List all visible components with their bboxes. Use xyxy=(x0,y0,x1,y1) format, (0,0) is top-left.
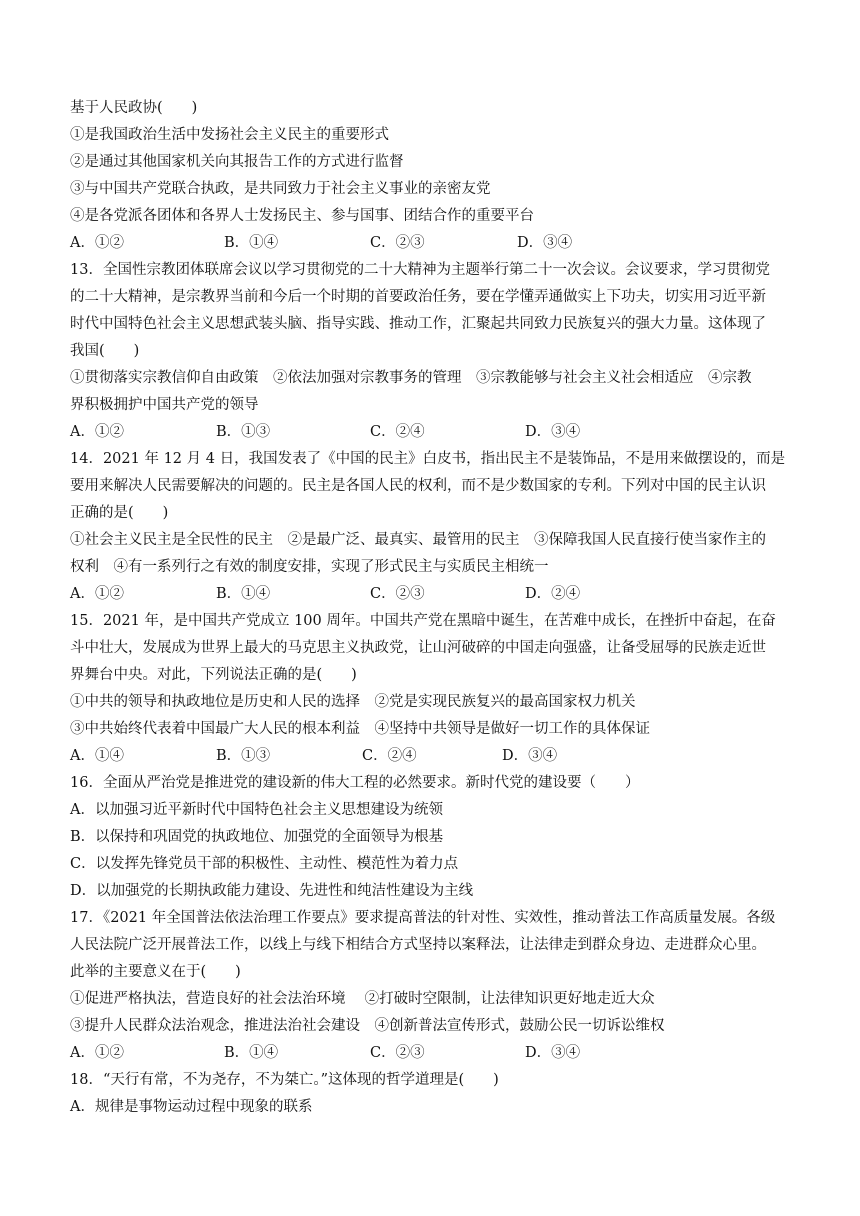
q14-stem-1: 14．2021 年 12 月 4 日，我国发表了《中国的民主》白皮书，指出民主不是装饰品，不是用来做摆设的，而是 xyxy=(70,451,786,467)
q12-choice-4: ④是各党派各团体和各界人士发扬民主、参与国事、团结合作的重要平台 xyxy=(70,208,534,224)
q17-stem-1: 17．《2021 年全国普法依法治理工作要点》要求提高普法的针对性、实效性，推动普法工作高质量发展。各级 xyxy=(70,910,776,926)
q14-option-b: B．①④ xyxy=(216,586,271,602)
q13-stem-3: 时代中国特色社会主义思想武装头脑、指导实践、推动工作，汇聚起共同致力民族复兴的强大力量。这体现了 xyxy=(70,316,766,332)
q16-option-b: B．以保持和巩固党的执政地位、加强党的全面领导为根基 xyxy=(70,829,444,845)
q12-option-b: B．①④ xyxy=(224,235,279,251)
q16-stem: 16．全面从严治党是推进党的建设新的伟大工程的必然要求。新时代党的建设要（ ） xyxy=(70,775,640,791)
q15-option-b: B．①③ xyxy=(216,748,271,764)
q13-stem-2: 的二十大精神，是宗教界当前和今后一个时期的首要政治任务，要在学懂弄通做实上下功夫，切实用习近平新 xyxy=(70,289,766,305)
q17-option-b: B．①④ xyxy=(224,1045,279,1061)
q13-option-b: B．①③ xyxy=(216,424,271,440)
q14-option-c: C．②③ xyxy=(370,586,425,602)
q18-option-a: A．规律是事物运动过程中现象的联系 xyxy=(70,1099,313,1115)
q15-option-c: C．②④ xyxy=(362,748,417,764)
q13-stem-4: 我国( ) xyxy=(70,343,140,359)
q17-stem-3: 此举的主要意义在于( ) xyxy=(70,964,241,980)
q14-choices-2: 权利 ④有一系列行之有效的制度安排，实现了形式民主与实质民主相统一 xyxy=(70,559,549,575)
q15-stem-2: 斗中壮大，发展成为世界上最大的马克思主义执政党，让山河破碎的中国走向强盛，让备受屈辱的民族走近世 xyxy=(70,640,766,656)
q16-option-a: A．以加强习近平新时代中国特色社会主义思想建设为统领 xyxy=(70,802,443,818)
q17-option-c: C．②③ xyxy=(370,1045,425,1061)
q17-stem-2: 人民法院广泛开展普法工作，以线上与线下相结合方式坚持以案释法，让法律走到群众身边、走进群众心里。 xyxy=(70,937,766,953)
q16-option-c: C．以发挥先锋党员干部的积极性、主动性、模范性为着力点 xyxy=(70,856,459,872)
q14-stem-2: 要用来解决人民需要解决的问题的。民主是各国人民的权利，而不是少数国家的专利。下列对中国的民主认识 xyxy=(70,478,766,494)
q15-option-a: A．①④ xyxy=(70,748,124,764)
q17-option-a: A．①② xyxy=(70,1045,124,1061)
q15-option-d: D．③④ xyxy=(502,748,558,764)
q16-option-d: D．以加强党的长期执政能力建设、先进性和纯洁性建设为主线 xyxy=(70,883,474,899)
q12-option-c: C．②③ xyxy=(370,235,425,251)
q14-choices-1: ①社会主义民主是全民性的民主 ②是最广泛、最真实、最管用的民主 ③保障我国人民直接行使当家作主的 xyxy=(70,532,766,548)
q13-choices-1: ①贯彻落实宗教信仰自由政策 ②依法加强对宗教事务的管理 ③宗教能够与社会主义社会相适应 ④宗教 xyxy=(70,370,752,386)
q15-choices-1: ①中共的领导和执政地位是历史和人民的选择 ②党是实现民族复兴的最高国家权力机关 xyxy=(70,694,636,710)
q12-option-a: A．①② xyxy=(70,235,124,251)
q15-choices-2: ③中共始终代表着中国最广大人民的根本利益 ④坚持中共领导是做好一切工作的具体保证 xyxy=(70,721,650,737)
q12-choice-1: ①是我国政治生活中发扬社会主义民主的重要形式 xyxy=(70,127,389,143)
q15-stem-3: 界舞台中央。对此，下列说法正确的是( ) xyxy=(70,667,357,683)
q17-choices-2: ③提升人民群众法治观念，推进法治社会建设 ④创新普法宣传形式，鼓励公民一切诉讼维权 xyxy=(70,1018,665,1034)
q17-option-d: D．③④ xyxy=(525,1045,581,1061)
q13-option-d: D．③④ xyxy=(525,424,581,440)
q14-option-a: A．①② xyxy=(70,586,124,602)
q13-choices-2: 界积极拥护中国共产党的领导 xyxy=(70,397,259,413)
q15-stem-1: 15．2021 年，是中国共产党成立 100 周年。中国共产党在黑暗中诞生，在苦难中成长，在挫折中奋起，在奋 xyxy=(70,613,776,629)
q13-stem-1: 13．全国性宗教团体联席会议以学习贯彻党的二十大精神为主题举行第二十一次会议。会议要求，学习贯彻党 xyxy=(70,262,770,278)
q18-stem: 18．“天行有常，不为尧存，不为桀亡。”这体现的哲学道理是( ) xyxy=(70,1072,499,1088)
q12-choice-3: ③与中国共产党联合执政，是共同致力于社会主义事业的亲密友党 xyxy=(70,181,491,197)
q12-option-d: D．③④ xyxy=(517,235,573,251)
q13-option-c: C．②④ xyxy=(370,424,425,440)
q14-stem-3: 正确的是( ) xyxy=(70,505,169,521)
q12-stem-tail: 基于人民政协( ) xyxy=(70,100,198,116)
q12-choice-2: ②是通过其他国家机关向其报告工作的方式进行监督 xyxy=(70,154,404,170)
q17-choices-1: ①促进严格执法，营造良好的社会法治环境 ②打破时空限制，让法律知识更好地走近大众 xyxy=(70,991,655,1007)
q14-option-d: D．②④ xyxy=(525,586,581,602)
q13-option-a: A．①② xyxy=(70,424,124,440)
